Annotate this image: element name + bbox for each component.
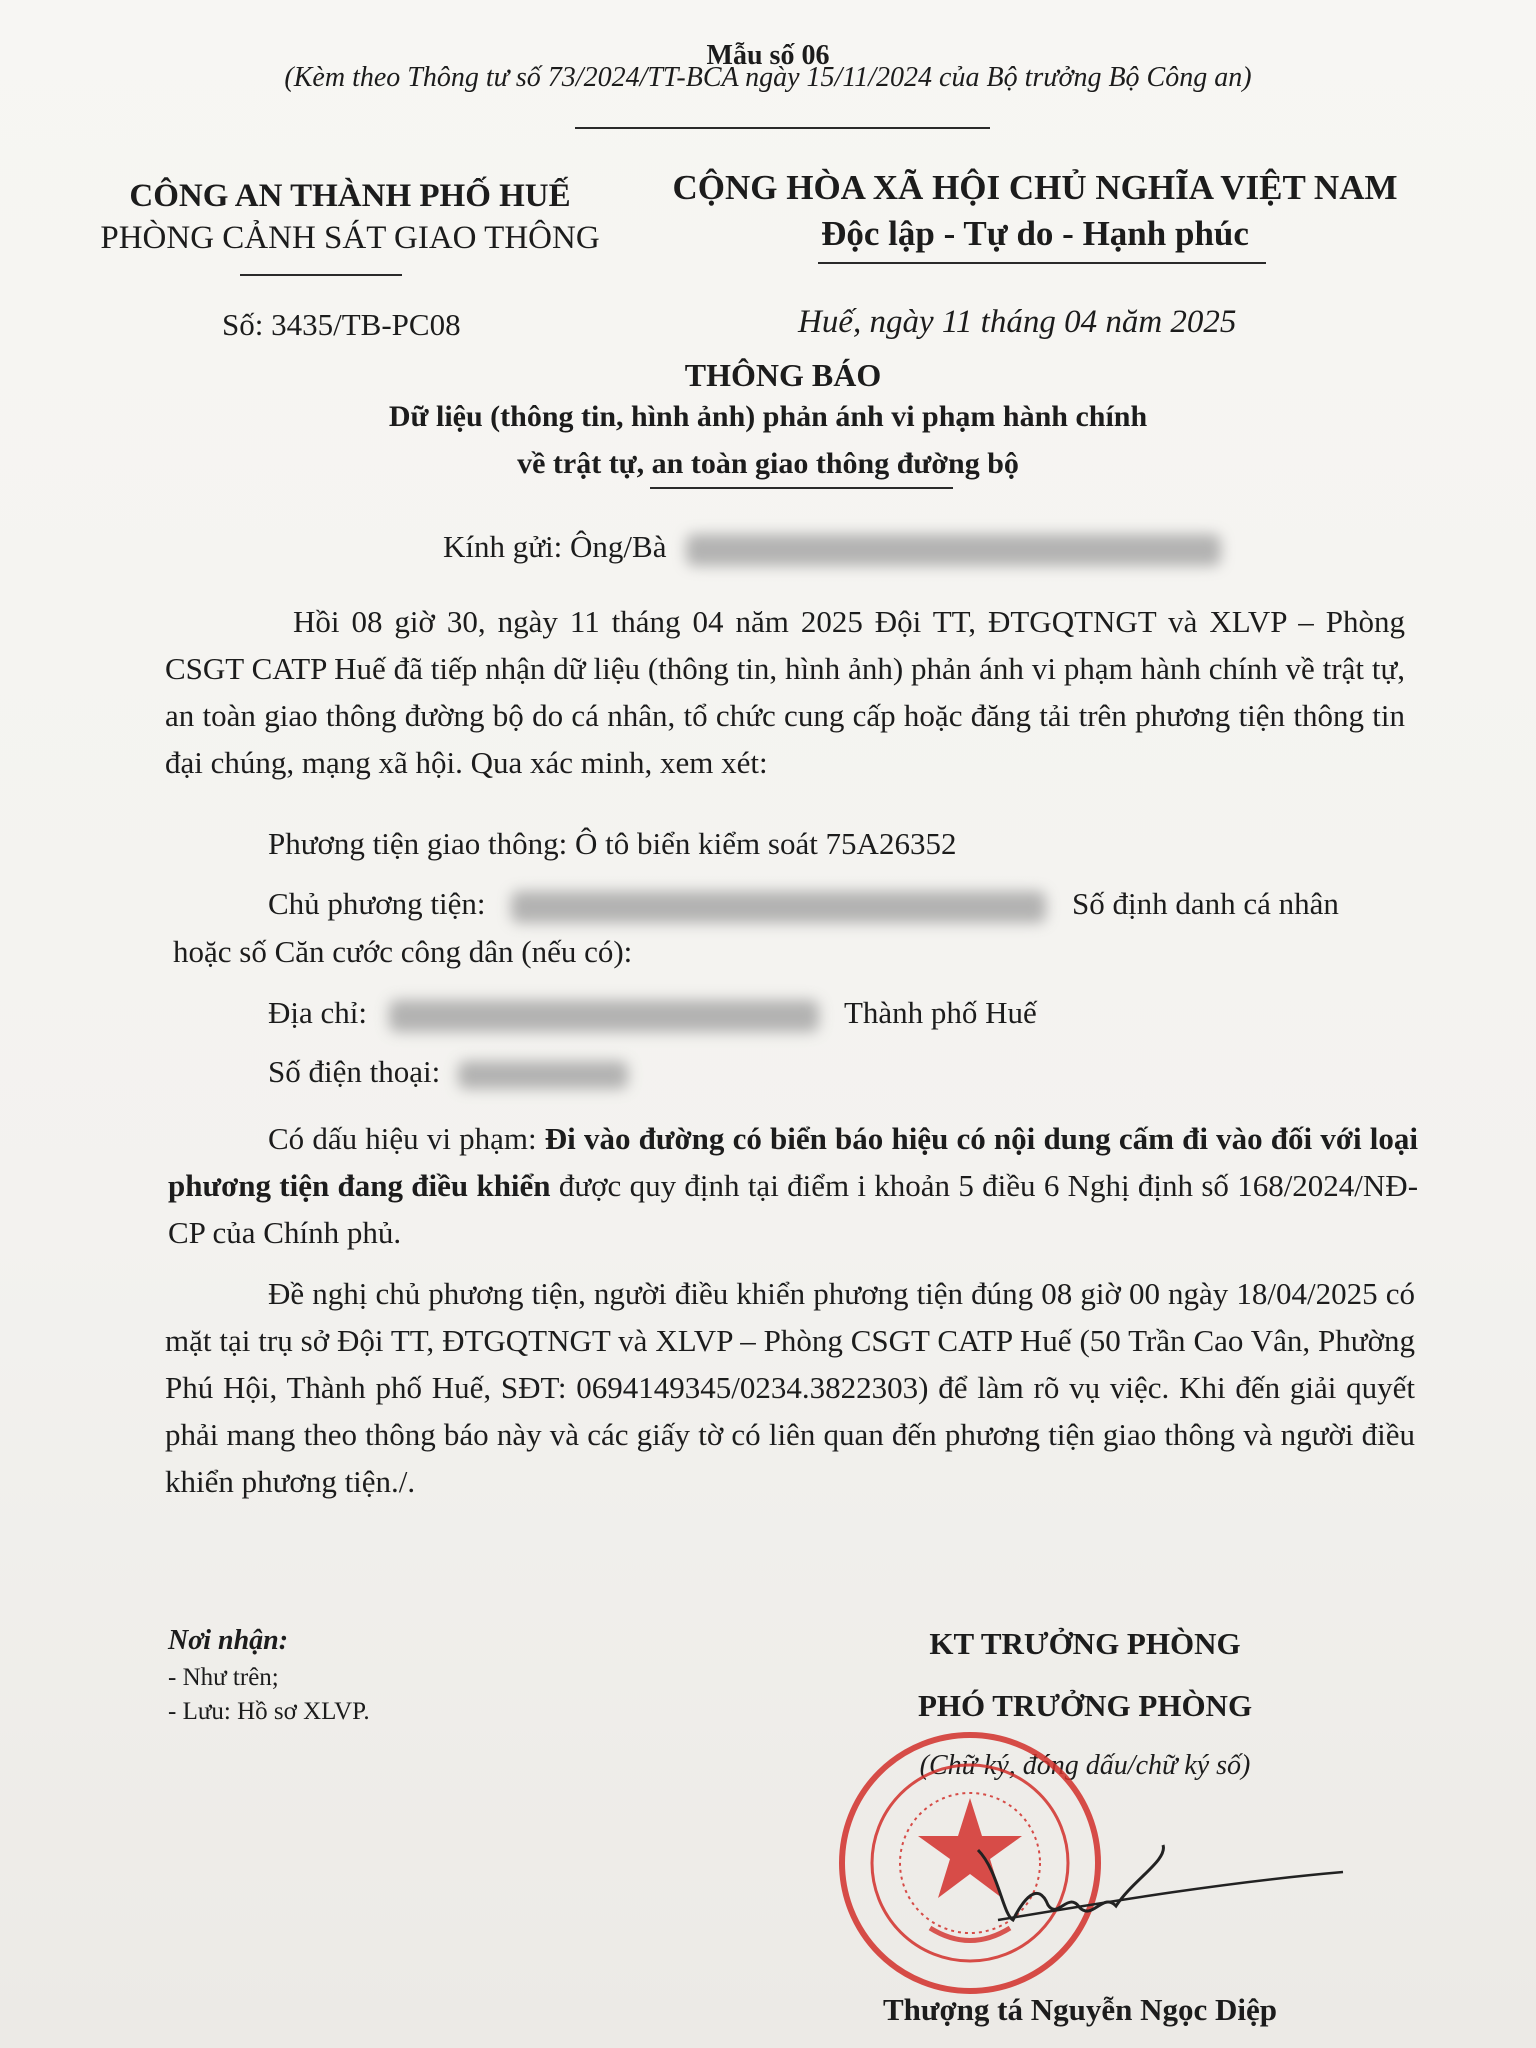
national-title: CỘNG HÒA XÃ HỘI CHỦ NGHĨA VIỆT NAM	[672, 168, 1398, 207]
notice-subtitle-1: Dữ liệu (thông tin, hình ảnh) phản ánh vi phạm hành chính	[388, 400, 1148, 433]
notice-subtitle-2: về trật tự, an toàn giao thông đường bộ	[517, 447, 1019, 480]
redacted-phone	[458, 1061, 628, 1089]
signature-title-1: KT TRƯỞNG PHÒNG	[929, 1626, 1241, 1661]
recipients-title: Nơi nhận:	[168, 1625, 289, 1656]
header-divider	[575, 127, 990, 129]
phone-row	[268, 1048, 628, 1095]
id-label-2: hoặc số Căn cước công dân (nếu có):	[173, 934, 633, 969]
vehicle-field: Phương tiện giao thông: Ô tô biển kiểm soát 75A26352	[268, 826, 957, 861]
phone-label: Số điện thoại:	[268, 1054, 441, 1089]
form-number: Mẫu số 06	[706, 40, 830, 71]
place-date: Huế, ngày 11 tháng 04 năm 2025	[798, 304, 1237, 340]
signer-name: Thượng tá Nguyễn Ngọc Diệp	[882, 1992, 1278, 2027]
address-row	[268, 989, 1037, 1036]
recipient-item-1: - Như trên;	[168, 1664, 279, 1691]
violation-label: Có dấu hiệu vi phạm:	[268, 1121, 537, 1156]
violation-description: Đi vào đường có biển báo hiệu có nội dung cấm đi vào đối với loại phương tiện đang điều khiển	[168, 1121, 1419, 1203]
owner-label: Chủ phương tiện:	[268, 886, 486, 921]
id-label: Số định danh cá nhân	[1071, 886, 1339, 921]
intro-paragraph: Hồi 08 giờ 30, ngày 11 tháng 04 năm 2025 Đội TT, ĐTGQTNGT và XLVP – Phòng CSGT CATP Huế đã tiếp nhận dữ liệu (thông tin, hình ảnh) phản ánh vi phạm hành chính về trật tự, an toàn giao thông đường bộ do cá nhân, tổ chức cung cấp hoặc đăng tải trên phương tiện thông tin đại chúng, mạng xã hội. Qua xác minh, xem xét:	[165, 604, 1405, 780]
salutation-row	[443, 523, 1221, 570]
notice-title: THÔNG BÁO	[684, 357, 882, 393]
owner-row	[268, 880, 1418, 927]
issuer-department: PHÒNG CẢNH SÁT GIAO THÔNG	[100, 220, 600, 256]
violation-legal-basis: được quy định tại điểm i khoản 5 điều 6 Nghị định số 168/2024/NĐ-CP của Chính phủ.	[168, 1168, 1419, 1250]
signature-note: (Chữ ký, đóng dấu/chữ ký số)	[919, 1750, 1251, 1781]
redacted-owner	[511, 891, 1046, 923]
form-reference: (Kèm theo Thông tư số 73/2024/TT-BCA ngày 15/11/2024 của Bộ trưởng Bộ Công an)	[284, 62, 1252, 93]
issuer-underline	[240, 274, 402, 276]
issuer-agency: CÔNG AN THÀNH PHỐ HUẾ	[129, 178, 571, 214]
recipient-item-2: - Lưu: Hồ sơ XLVP.	[168, 1698, 370, 1725]
address-label: Địa chỉ:	[268, 995, 367, 1030]
signature-title-2: PHÓ TRƯỞNG PHÒNG	[917, 1688, 1253, 1723]
subtitle-underline	[650, 487, 953, 489]
motto-underline	[818, 262, 1266, 264]
request-paragraph: Đề nghị chủ phương tiện, người điều khiển phương tiện đúng 08 giờ 00 ngày 18/04/2025 có mặt tại trụ sở Đội TT, ĐTGQTNGT và XLVP – Phòng CSGT CATP Huế (50 Trần Cao Vân, Phường Phú Hội, Thành phố Huế, SĐT: 0694149345/0234.3822303) để làm rõ vụ việc. Khi đến giải quyết phải mang theo thông báo này và các giấy tờ có liên quan đến phương tiện giao thông và người điều khiển phương tiện./.	[165, 1276, 1415, 1499]
violation-paragraph	[168, 1115, 1418, 1256]
redacted-recipient	[686, 534, 1221, 566]
salutation: Kính gửi: Ông/Bà	[443, 529, 667, 564]
handwritten-signature	[968, 1820, 1348, 1940]
document-number: Số: 3435/TB-PC08	[222, 307, 461, 342]
address-city: Thành phố Huế	[843, 995, 1037, 1030]
redacted-address	[389, 1000, 819, 1032]
national-motto: Độc lập - Tự do - Hạnh phúc	[821, 214, 1249, 253]
